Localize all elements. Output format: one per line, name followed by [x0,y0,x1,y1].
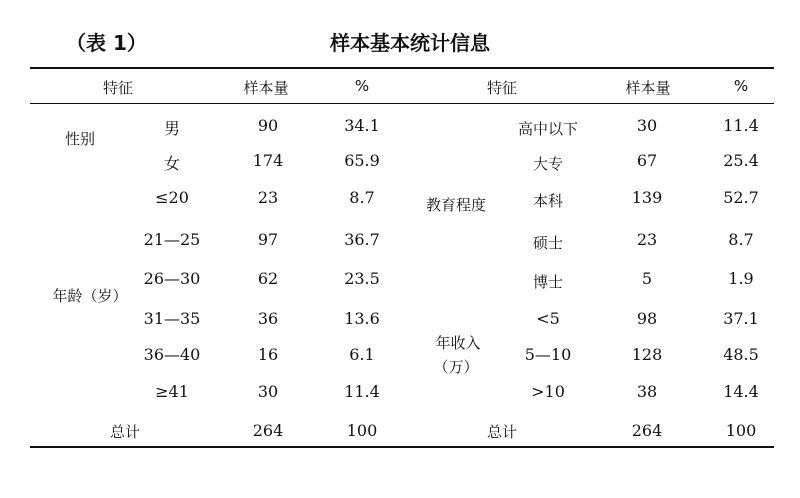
row-category: 5—10 [524,345,572,364]
header-percent-left: % [354,77,370,95]
group-label-age: 年龄（岁） [52,287,128,305]
header-feature-left: 特征 [102,79,134,97]
row-n: 97 [257,230,279,249]
total-pct-left: 100 [346,421,378,440]
row-category: <5 [536,309,560,328]
row-pct: 65.9 [344,151,380,170]
header-feature-right: 特征 [486,79,518,97]
row-pct: 25.4 [723,151,759,170]
group-label-education: 教育程度 [425,196,487,214]
row-category: 大专 [532,155,564,173]
header-rule [30,103,774,104]
group-label-income-unit: （万） [433,358,479,376]
row-n: 30 [257,382,279,401]
row-n: 174 [252,151,284,170]
row-n: 90 [257,116,279,135]
row-pct: 11.4 [723,116,759,135]
row-pct: 37.1 [723,309,759,328]
row-n: 62 [257,269,279,288]
group-label-gender: 性别 [64,130,96,148]
row-category: 高中以下 [517,120,579,138]
row-n: 5 [641,269,653,288]
row-pct: 36.7 [344,230,380,249]
row-category: >10 [531,382,565,401]
row-pct: 34.1 [344,116,380,135]
total-label-left: 总计 [109,423,141,441]
top-rule [30,67,774,69]
row-n: 16 [257,345,279,364]
header-sample-size-right: 样本量 [625,79,671,97]
header-sample-size-left: 样本量 [243,79,289,97]
row-n: 30 [636,116,658,135]
row-n: 139 [631,188,663,207]
row-pct: 14.4 [723,382,759,401]
row-pct: 8.7 [728,230,754,249]
total-label-right: 总计 [486,423,518,441]
row-pct: 23.5 [344,269,380,288]
row-category: ≤20 [155,188,189,207]
row-pct: 48.5 [723,345,759,364]
row-category: 31—35 [143,309,201,328]
row-n: 23 [636,230,658,249]
row-category: ≥41 [155,382,189,401]
table-title: 样本基本统计信息 [330,31,490,55]
total-n-left: 264 [252,421,284,440]
row-n: 23 [257,188,279,207]
total-n-right: 264 [631,421,663,440]
row-n: 128 [631,345,663,364]
table-number: （表 1） [66,31,147,55]
row-n: 98 [636,309,658,328]
row-category: 女 [163,154,181,173]
total-pct-right: 100 [725,421,757,440]
bottom-rule [30,446,774,448]
row-pct: 13.6 [344,309,380,328]
row-pct: 11.4 [344,382,380,401]
row-category: 36—40 [143,345,201,364]
row-n: 38 [636,382,658,401]
row-pct: 8.7 [349,188,375,207]
row-n: 36 [257,309,279,328]
row-category: 硕士 [532,234,564,252]
row-category: 21—25 [143,230,201,249]
row-pct: 52.7 [723,188,759,207]
row-category: 男 [163,119,181,138]
group-label-income: 年收入 [435,334,481,352]
row-category: 本科 [532,192,564,210]
row-pct: 6.1 [349,345,375,364]
header-percent-right: % [733,77,749,95]
row-category: 博士 [532,273,564,291]
row-n: 67 [636,151,658,170]
row-category: 26—30 [143,269,201,288]
row-pct: 1.9 [728,269,754,288]
